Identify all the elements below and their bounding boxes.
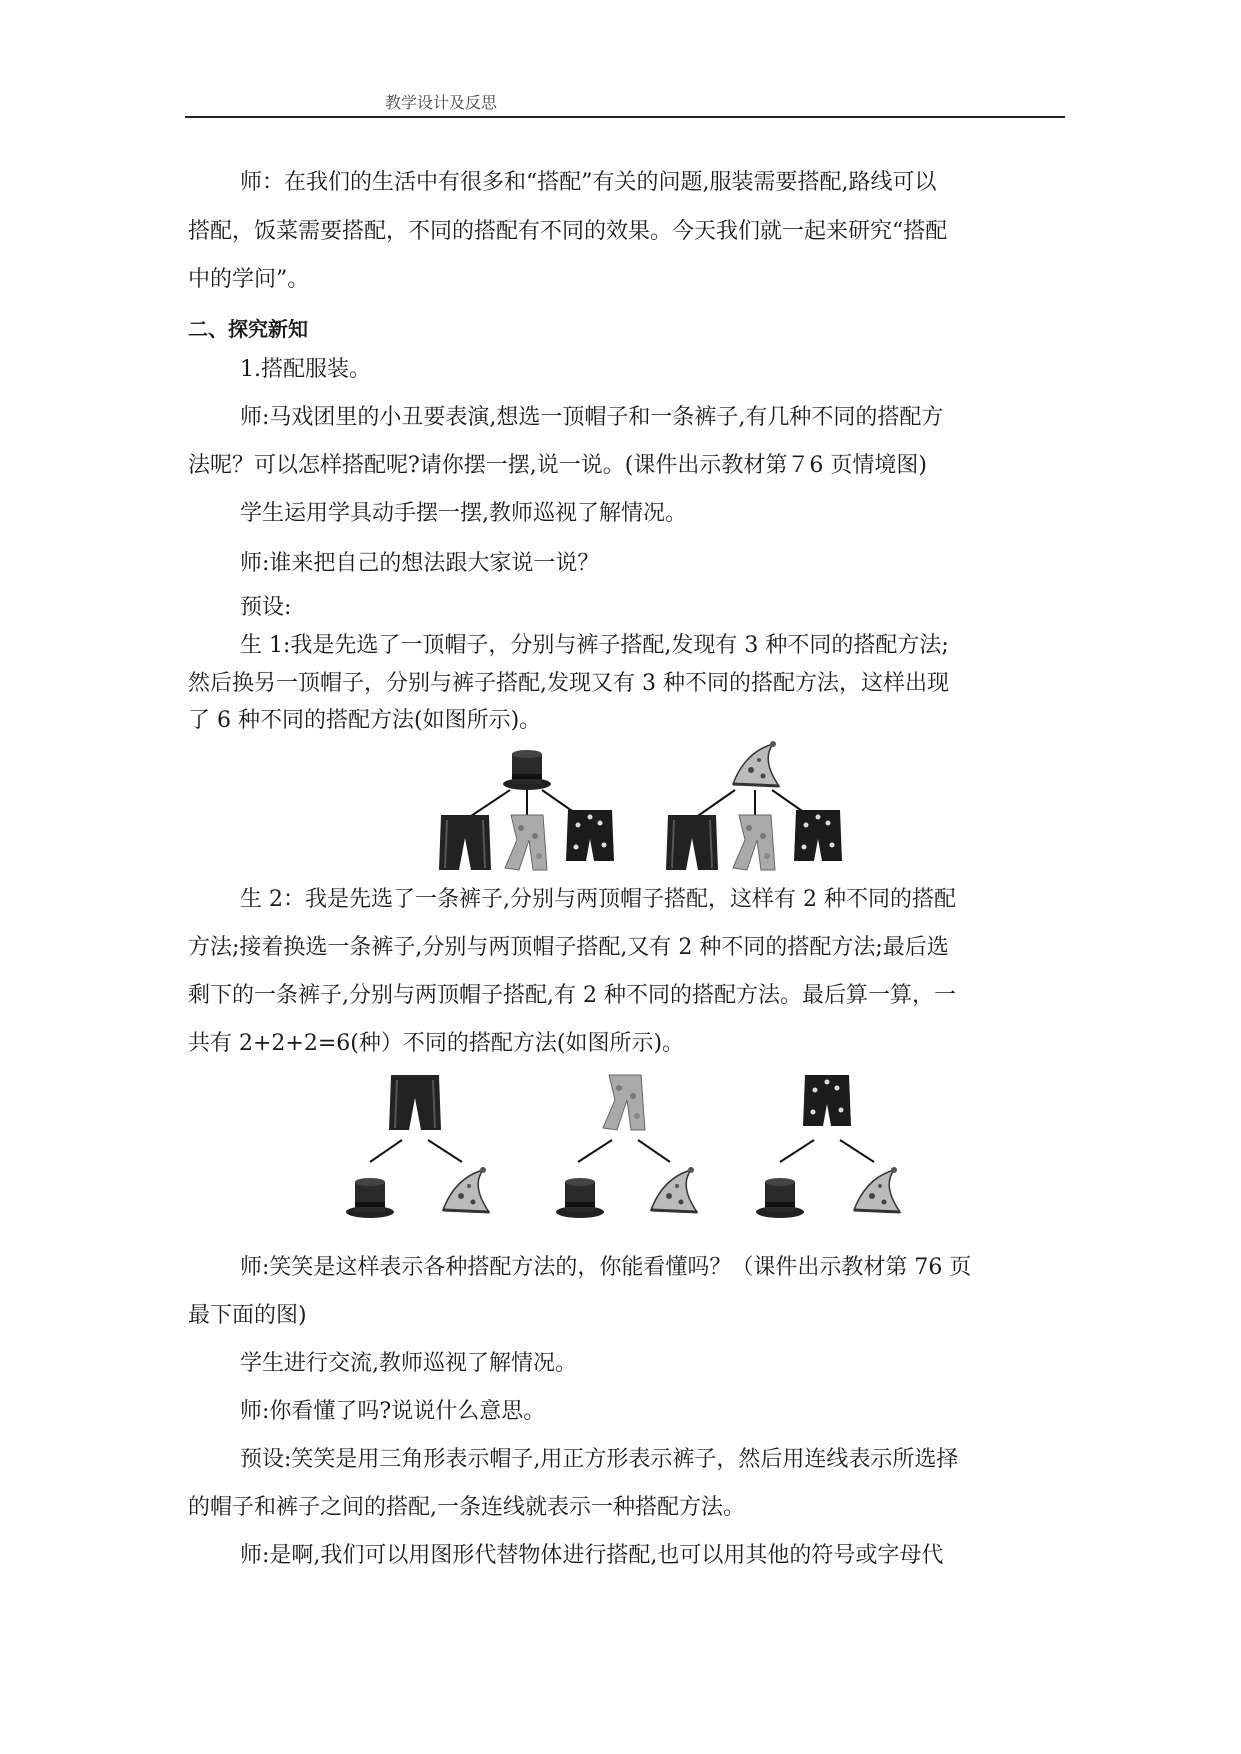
diagram-hat-to-pants [430, 735, 850, 865]
diagram-2-group-dotted [756, 1075, 900, 1218]
light-pants-icon [505, 815, 547, 870]
activity-1: 学生运用学具动手摆一摆,教师巡视了解情况。 [240, 501, 687, 526]
top-hat-icon [346, 1178, 394, 1218]
clown-hat-icon [733, 741, 779, 786]
activity-2: 学生进行交流,教师巡视了解情况。 [240, 1351, 577, 1376]
top-hat-icon [556, 1178, 604, 1218]
light-pants-icon [603, 1075, 645, 1130]
dark-pants-icon [439, 815, 491, 870]
intro-line-2: 搭配，饭菜需要搭配，不同的搭配有不同的效果。今天我们就一起来研究“搭配 [188, 219, 948, 244]
student-1-line-2: 然后换另一顶帽子，分别与裤子搭配,发现又有 3 种不同的搭配方法，这样出现 [188, 671, 949, 696]
student-2-line-4: 共有 2+2+2=6(种）不同的搭配方法(如图所示)。 [188, 1031, 685, 1056]
page-header [185, 88, 1065, 118]
teacher-3: 师:你看懂了吗?说说什么意思。 [240, 1399, 546, 1424]
intro-line-1: 师：在我们的生活中有很多和“搭配”有关的问题,服装需要搭配,路线可以 [240, 170, 937, 195]
teacher-2-line-2: 最下面的图) [188, 1303, 307, 1328]
student-2-line-3: 剩下的一条裤子,分别与两顶帽子搭配,有 2 种不同的搭配方法。最后算一算，一 [188, 983, 956, 1008]
student-1-line-3: 了 6 种不同的搭配方法(如图所示)。 [188, 708, 542, 733]
top-hat-icon [756, 1178, 804, 1218]
preset-label: 预设: [240, 595, 292, 620]
teacher-2-line-1: 师:笑笑是这样表示各种搭配方法的，你能看懂吗？（课件出示教材第 76 页 [240, 1255, 972, 1280]
diagram-2-group-light [556, 1075, 697, 1218]
clown-hat-icon [854, 1167, 900, 1212]
dotted-pants-icon [794, 810, 842, 861]
section-heading: 二、探究新知 [188, 317, 308, 341]
intro-line-3: 中的学问”。 [188, 267, 310, 292]
teacher-prompt: 师:谁来把自己的想法跟大家说一说？ [240, 551, 600, 576]
subsection-title: 1.搭配服装。 [240, 357, 371, 382]
header-title: 教学设计及反思 [385, 93, 498, 112]
dark-pants-icon [389, 1075, 441, 1130]
student-2-line-2: 方法;接着换选一条裤子,分别与两顶帽子搭配,又有 2 种不同的搭配方法;最后选 [188, 935, 949, 960]
dark-pants-icon [666, 815, 718, 870]
diagram-1-group-tophat [439, 750, 614, 870]
teacher-4: 师:是啊,我们可以用图形代替物体进行搭配,也可以用其他的符号或字母代 [240, 1543, 944, 1568]
diagram-2-group-dark [346, 1075, 489, 1218]
diagram-pants-to-hat [340, 1070, 940, 1230]
student-1-line-1: 生 1:我是先选了一顶帽子，分别与裤子搭配,发现有 3 种不同的搭配方法; [240, 633, 949, 658]
dotted-pants-icon [566, 810, 614, 861]
student-2-line-1: 生 2：我是先选了一条裤子,分别与两顶帽子搭配，这样有 2 种不同的搭配 [240, 887, 956, 912]
preset-2-line-1: 预设:笑笑是用三角形表示帽子,用正方形表示裤子，然后用连线表示所选择 [240, 1447, 959, 1472]
clown-hat-icon [443, 1167, 489, 1212]
light-pants-icon [733, 815, 775, 870]
teacher-question-line-1: 师:马戏团里的小丑要表演,想选一顶帽子和一条裤子,有几种不同的搭配方 [240, 405, 944, 430]
teacher-question-line-2: 法呢？可以怎样搭配呢?请你摆一摆,说一说。(课件出示教材第７6 页情境图) [188, 453, 927, 478]
top-hat-icon [503, 750, 551, 790]
preset-2-line-2: 的帽子和裤子之间的搭配,一条连线就表示一种搭配方法。 [188, 1495, 745, 1520]
dotted-pants-icon [803, 1075, 851, 1126]
diagram-1-group-clownhat [666, 741, 842, 870]
clown-hat-icon [651, 1167, 697, 1212]
